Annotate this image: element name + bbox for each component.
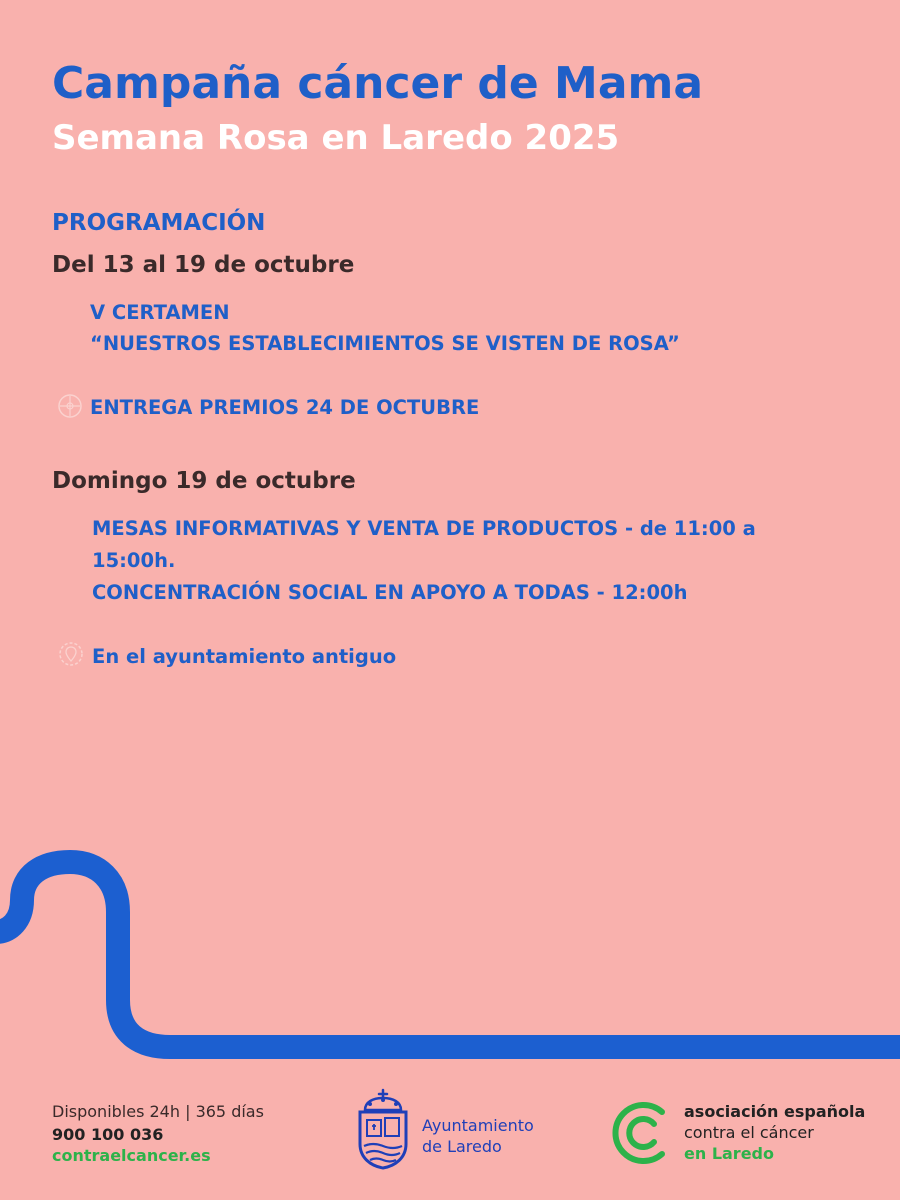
decorative-wave (0, 840, 900, 1070)
aecc-line-3: en Laredo (684, 1143, 774, 1163)
website-link[interactable]: contraelcancer.es (52, 1146, 211, 1165)
phone-number[interactable]: 900 100 036 (52, 1125, 164, 1144)
laredo-coat-of-arms-icon (355, 1088, 411, 1170)
awards-line: ENTREGA PREMIOS 24 DE OCTUBRE (90, 396, 480, 419)
info-tables-line: MESAS INFORMATIVAS Y VENTA DE PRODUCTOS - de 11:00 a (92, 517, 756, 540)
date-range-heading: Del 13 al 19 de octubre (52, 252, 355, 278)
campaign-title: Campaña cáncer de Mama (52, 58, 704, 109)
aecc-line-1: asociación española (684, 1102, 866, 1121)
ayuntamiento-logo-text (422, 1116, 534, 1158)
contest-line: V CERTAMEN (90, 301, 230, 324)
sunday-heading: Domingo 19 de octubre (52, 468, 356, 494)
ayuntamiento-line-1: Ayuntamiento (422, 1116, 534, 1135)
calendar-icon (57, 393, 83, 419)
location-pin-icon (58, 641, 84, 667)
campaign-subtitle: Semana Rosa en Laredo 2025 (52, 118, 620, 158)
info-tables-time-line: 15:00h. (92, 549, 176, 572)
contest-name-line: “NUESTROS ESTABLECIMIENTOS SE VISTEN DE ROSA” (90, 332, 680, 355)
ayuntamiento-line-2: de Laredo (422, 1136, 502, 1156)
aecc-line-2: contra el cáncer (684, 1122, 814, 1142)
program-heading: PROGRAMACIÓN (52, 210, 266, 236)
concentration-line: CONCENTRACIÓN SOCIAL EN APOYO A TODAS - 12:00h (92, 581, 688, 604)
availability-text: Disponibles 24h | 365 días (52, 1102, 264, 1121)
location-line: En el ayuntamiento antiguo (92, 645, 397, 668)
aecc-logo-icon (608, 1098, 672, 1168)
aecc-logo-text (684, 1102, 865, 1164)
